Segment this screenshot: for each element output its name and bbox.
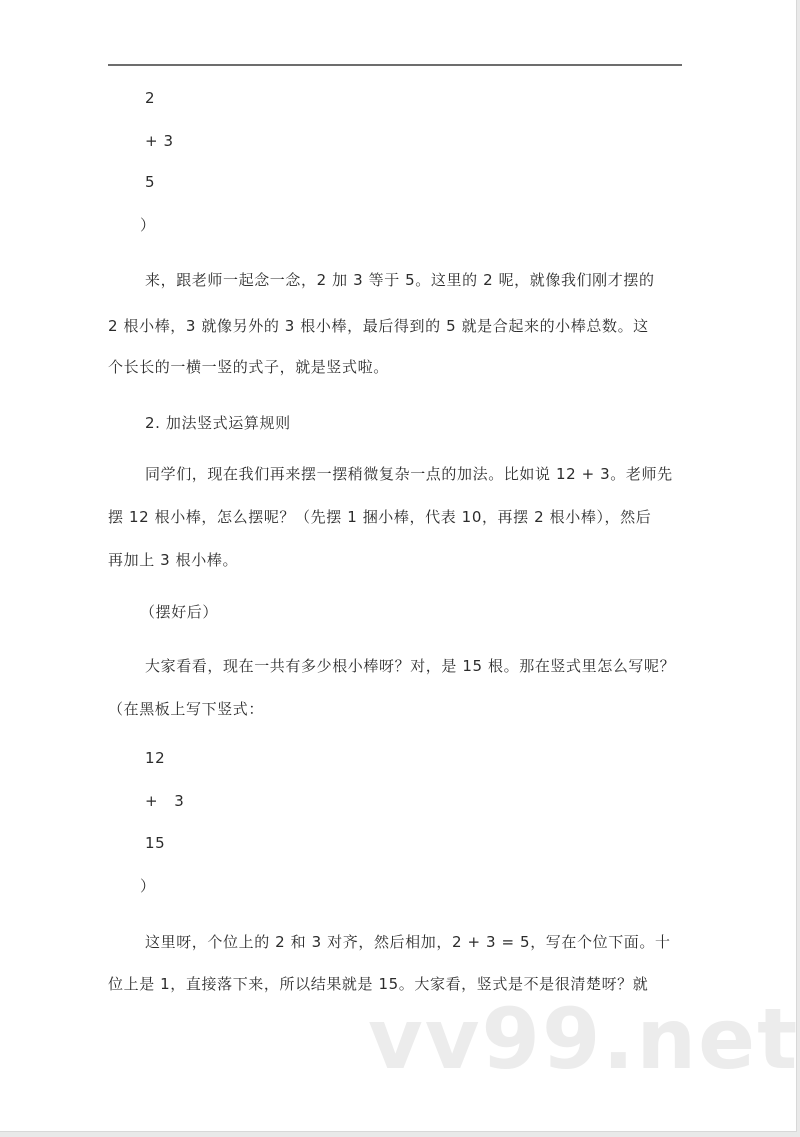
paragraph-3-line-2: （在黑板上写下竖式： (108, 700, 265, 718)
paragraph-4-line-1: 这里呀，个位上的 2 和 3 对齐，然后相加，2 + 3 = 5，写在个位下面。十 (145, 933, 671, 951)
paragraph-2-line-3: 再加上 3 根小棒。 (108, 551, 239, 569)
header-rule (108, 64, 682, 66)
paragraph-4-line-2: 位上是 1，直接落下来，所以结果就是 15。大家看，竖式是不是很清楚呀？就 (108, 975, 649, 993)
vertical-equation-1-top: 2 (145, 89, 156, 107)
paragraph-1-line-1: 来，跟老师一起念一念，2 加 3 等于 5。这里的 2 呢，就像我们刚才摆的 (145, 271, 655, 289)
closing-paren-2: ） (140, 877, 156, 895)
paragraph-1-line-3: 个长长的一横一竖的式子，就是竖式啦。 (108, 358, 389, 376)
closing-paren-1: ） (140, 216, 156, 234)
paragraph-1-line-2: 2 根小棒，3 就像另外的 3 根小棒，最后得到的 5 就是合起来的小棒总数。这 (108, 317, 649, 335)
stage-direction: （摆好后） (140, 603, 219, 621)
vertical-equation-2-addend: + 3 (145, 792, 185, 810)
paragraph-3-line-1: 大家看看，现在一共有多少根小棒呀？对，是 15 根。那在竖式里怎么写呢？ (145, 657, 676, 675)
vertical-equation-1-addend: + 3 (145, 132, 174, 150)
vertical-equation-2-result: 15 (145, 834, 166, 852)
watermark: vv99.net (368, 990, 800, 1088)
section-heading: 2. 加法竖式运算规则 (145, 414, 291, 432)
paragraph-2-line-1: 同学们，现在我们再来摆一摆稍微复杂一点的加法。比如说 12 + 3。老师先 (145, 465, 673, 483)
vertical-equation-2-top: 12 (145, 749, 166, 767)
vertical-equation-1-result: 5 (145, 173, 156, 191)
paragraph-2-line-2: 摆 12 根小棒，怎么摆呢？（先摆 1 捆小棒，代表 10，再摆 2 根小棒），然后 (108, 508, 652, 526)
